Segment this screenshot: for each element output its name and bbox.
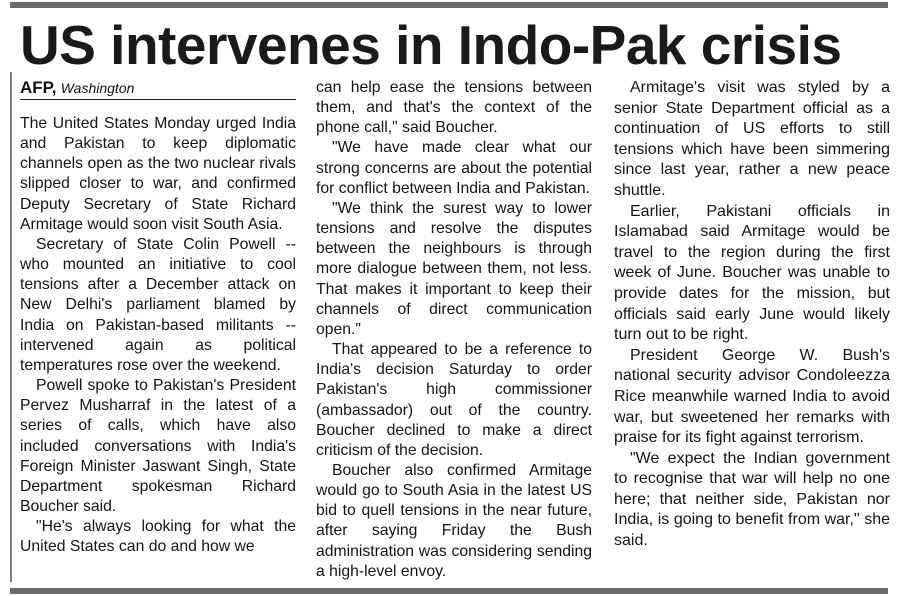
paragraph: Earlier, Pakistani officials in Islamabad said Armitage would be travel to the region during the first week of June. Boucher was unable to provide dates for the mission, but officials said early June would likely turn out to be right. xyxy=(614,202,890,344)
paragraph: President George W. Bush's national security advisor Condoleezza Rice meanwhile warned India to avoid war, but sweetened her remarks with praise for its fight against terrorism. xyxy=(614,346,890,447)
paragraph: can help ease the tensions between them, and that's the context of the phone call," said Boucher. xyxy=(316,79,592,137)
byline xyxy=(20,78,296,100)
byline-agency: AFP, xyxy=(20,78,57,97)
top-rule xyxy=(10,2,888,8)
paragraph: Powell spoke to Pakistan's President Pervez Musharraf in the latest of a series of calls, which have also included conversations with India's Foreign Minister Jaswant Singh, State Department spokesman Richard Boucher said. xyxy=(20,377,296,515)
paragraph: "We expect the Indian government to recognise that war will help no one here; that neither side, Pakistan nor India, is going to benefit from war," she said. xyxy=(614,449,890,550)
article-column-2 xyxy=(316,78,592,582)
paragraph: The United States Monday urged India and Pakistan to keep diplomatic channels open as the two nuclear rivals slipped closer to war, and confirmed Deputy Secretary of State Richard Armitage would soon visit South Asia. xyxy=(20,115,296,233)
left-rule xyxy=(10,72,12,582)
headline: US intervenes in Indo-Pak crisis xyxy=(20,14,842,76)
paragraph: "We have made clear what our strong concerns are about the potential for conflict between India and Pakistan. xyxy=(316,139,592,197)
article-column-1 xyxy=(20,114,296,557)
paragraph: "He's always looking for what the United States can do and how we xyxy=(20,518,296,556)
paragraph: That appeared to be a reference to India's decision Saturday to order Pakistan's high commissioner (ambassador) out of the country. Boucher declined to make a direct criticism of the decision. xyxy=(316,341,592,459)
article-column-3 xyxy=(614,78,890,552)
paragraph: Secretary of State Colin Powell -- who mounted an initiative to cool tensions after a December attack on New Delhi's parliament blamed by India on Pakistan-based militants -- intervened again as political temperatures rose over the weekend. xyxy=(20,235,296,374)
paragraph: Boucher also confirmed Armitage would go to South Asia in the latest US bid to quell tensions in the near future, after saying Friday the Bush administration was considering sending a high-level envoy. xyxy=(316,461,592,580)
byline-location: Washington xyxy=(60,80,135,96)
paragraph: "We think the surest way to lower tensions and resolve the disputes between the neighbours is through more dialogue between them, not less. That makes it important to keep their channels of direct communication open." xyxy=(316,199,592,338)
paragraph: Armitage's visit was styled by a senior State Department official as a continuation of US efforts to still tensions which have been simmering since last year, rather a new peace shuttle. xyxy=(614,79,890,199)
bottom-rule xyxy=(10,588,888,594)
